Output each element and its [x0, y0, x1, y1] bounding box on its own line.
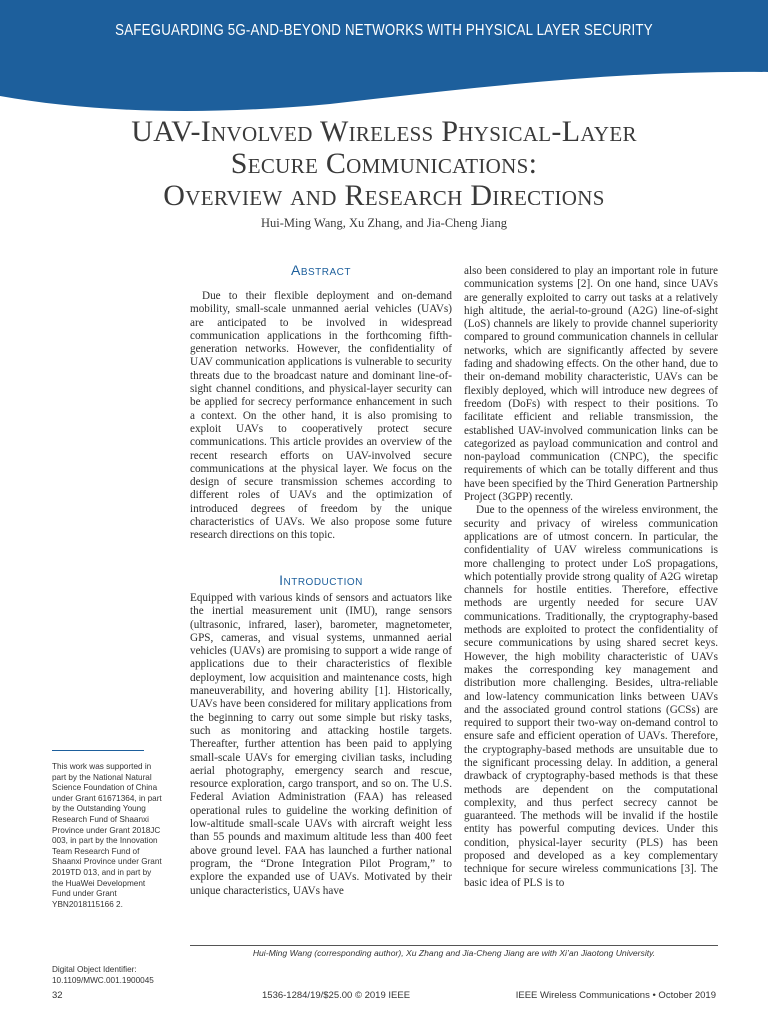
affiliation-divider — [190, 945, 718, 946]
page-number: 32 — [52, 990, 63, 1001]
abstract-paragraph: Due to their flexible deployment and on-demand mobility, small-scale unmanned aerial vehicles (UAVs) are anticipated to be involved in widespread communication applications in the forthcoming fifth-generation networks. However, the confidentiality of UAV communication applications is vulnerable to security threats due to the broadcast nature and dominant line-of-sight channel conditions, and physical-layer security can be applied for secrecy performance enhancement in such a context. On the other hand, it is also promising to exploit UAVs to cooperatively protect secure communications. This article provides an overview of the recent research efforts on UAV-involved secure communications at the physical layer. We focus on the design of secure transmission schemes according to different roles of UAVs and the optimization of introduced degrees of freedom by the unique characteristics of UAVs. We also propose some future research directions on this topic. — [190, 290, 452, 542]
sidebar-divider — [52, 750, 144, 751]
doi-label: Digital Object Identifier: — [52, 965, 137, 974]
author-list: Hui-Ming Wang, Xu Zhang, and Jia-Cheng Jiang — [261, 216, 507, 230]
article-title — [60, 116, 708, 212]
title-line: Overview and Research Directions — [163, 179, 605, 212]
right-column-body — [464, 265, 718, 890]
issn-copyright: 1536-1284/19/$25.00 © 2019 IEEE — [262, 990, 411, 1001]
title-line: Secure Communications: — [230, 147, 538, 180]
header-banner — [0, 0, 768, 125]
body-paragraph: Due to the openness of the wireless environment, the security and privacy of wireless communication applications are of utmost concern. In particular, the confidentiality of UAV wireless communications is more challenging to protect under LoS propagations, which potentially provide strong quality of A2G wiretap channels for hostile entities. Therefore, effective methods are urgently needed for secure UAV communications. Traditionally, the cryptography-based methods are exploited to protect the confidentiality of secure communications by using shared secret keys. However, the high mobility characteristic of UAVs makes the corresponding key management and distribution more challenging. Besides, ultra-reliable and low-latency communication links between UAVs and the associated ground control stations (GCSs) are required to support their two-way on-demand control to ensure safe and efficient operation of UAVs. Therefore, the cryptography-based methods are unsuitable due to the significant processing delay. In addition, a general drawback of cryptography-based methods is that these methods are dependent on the computational complexity, and thus perfect secrecy cannot be guaranteed. The methods will be invalid if the hostile entity has powerful computing devices. Under this condition, physical-layer security (PLS) has been proposed and developed as a key complementary technique for secure wireless communications [3]. The basic idea of PLS is to — [464, 504, 718, 889]
journal-issue: IEEE Wireless Communications • October 2019 — [515, 990, 716, 1001]
abstract-body — [190, 290, 452, 543]
abstract-heading: Abstract — [290, 262, 351, 278]
series-title: SAFEGUARDING 5G-AND-BEYOND NETWORKS WITH PHYSICAL LAYER SECURITY — [115, 22, 653, 39]
introduction-body — [190, 592, 452, 898]
banner-wave-shape — [0, 0, 768, 125]
introduction-paragraph: Equipped with various kinds of sensors and actuators like the inertial measurement unit (IMU), range sensors (ultrasonic, infrared, laser), barometer, magnetometer, GPS, cameras, and visual systems, unmanned aerial vehicles (UAVs) are promising to support a wide range of applications due to their characteristics of flexible deployment, low acquisition and maintenance costs, high maneuverability, and hovering ability [1]. Historically, UAVs have been considered for military applications from the beginning to carry out some simple but risky tasks, such as monitoring and attacking hostile targets. Thereafter, further attention has been paid to applying small-scale UAVs for emerging civilian tasks, including aerial photography, emergency search and rescue, resource exploration, cargo transport, and so on. The U.S. Federal Aviation Administration (FAA) has released operational rules to guideline the working definition of low-altitude small-scale UAVs with aircraft weight less than 55 pounds and maximum altitude less than 400 feet above ground level. FAA has launched a further national program, the “Drone Integration Pilot Program,” to explore the expanded use of UAVs. Motivated by their unique characteristics, UAVs have — [190, 592, 452, 897]
introduction-heading: Introduction — [279, 572, 363, 588]
body-paragraph: also been considered to play an important role in future communication systems [2]. On one hand, since UAVs are generally exploited to carry out tasks at a relatively high altitude, the aerial-to-ground (A2G) line-of-sight (LoS) channels are likely to provide channel superiority compared to ground communication channels in cellular networks, which are significantly affected by severe fading and shadowing effects. On the other hand, due to their on-demand mobility characteristic, UAVs can be flexibly deployed, which will introduce new degrees of freedom (DoFs) with respect to their positions. To facilitate efficient and reliable transmission, the established UAV-involved communication links can be categorized as payload communication and control and non-payload communication (CNPC), the specific requirements of which can be totally different and thus have been specified by the Third Generation Partnership Project (3GPP) recently. — [464, 265, 718, 504]
author-affiliation: Hui-Ming Wang (corresponding author), Xu Zhang and Jia-Cheng Jiang are with Xi’an Jiaotong University. — [252, 948, 656, 958]
doi-block — [52, 965, 192, 986]
doi-value: 10.1109/MWC.001.1900045 — [52, 975, 154, 985]
title-line: UAV-Involved Wireless Physical-Layer — [131, 115, 637, 148]
funding-note: This work was supported in part by the National Natural Science Foundation of China under Grant 61671364, in part by the Outstanding Young Research Fund of Shaanxi Province under Grant 2018JC 003, in part by the Innovation Team Research Fund of Shaanxi Province under Grant 2019TD 013, and in part by the HuaWei Development Fund under Grant YBN2018115166 2. — [52, 762, 162, 909]
